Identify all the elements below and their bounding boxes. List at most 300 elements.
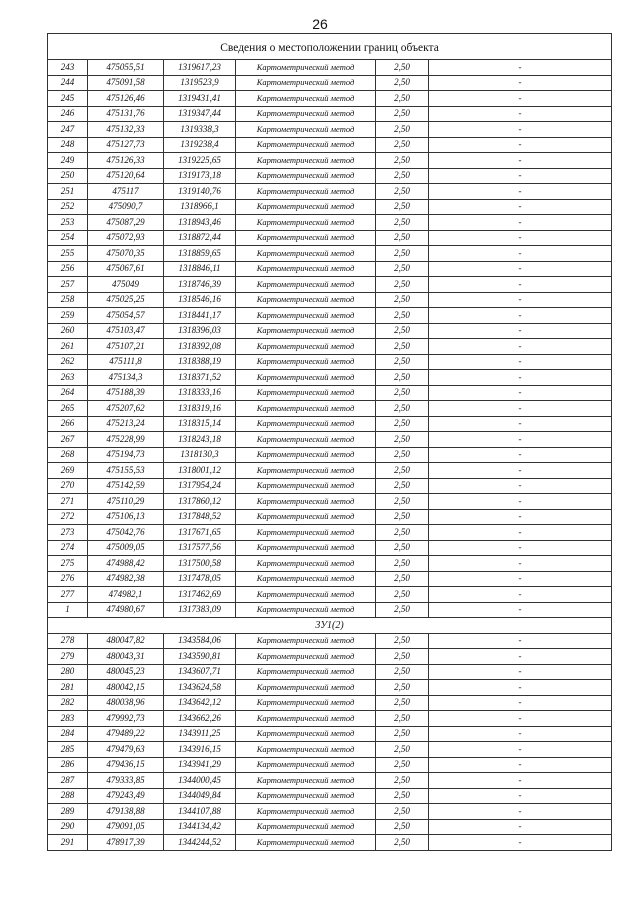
accuracy-cell: 2,50 (376, 819, 429, 835)
method-cell: Картометрический метод (236, 757, 376, 773)
method-cell: Картометрический метод (236, 184, 376, 200)
table-row (48, 680, 612, 696)
accuracy-cell: 2,50 (376, 261, 429, 277)
table-row (48, 385, 612, 401)
method-cell: Картометрический метод (236, 385, 376, 401)
table-row (48, 122, 612, 138)
y-coordinate-cell: 1317954,24 (164, 478, 236, 494)
accuracy-cell: 2,50 (376, 757, 429, 773)
method-cell: Картометрический метод (236, 633, 376, 649)
x-coordinate-cell: 480042,15 (88, 680, 164, 696)
point-number-cell: 254 (48, 230, 88, 246)
point-number-cell: 290 (48, 819, 88, 835)
y-coordinate-cell: 1343916,15 (164, 742, 236, 758)
y-coordinate-cell: 1319431,41 (164, 91, 236, 107)
point-number-cell: 260 (48, 323, 88, 339)
table-row (48, 633, 612, 649)
x-coordinate-cell: 480045,23 (88, 664, 164, 680)
table-row (48, 308, 612, 324)
note-cell: - (429, 664, 612, 680)
point-number-cell: 250 (48, 168, 88, 184)
point-number-cell: 284 (48, 726, 88, 742)
note-cell: - (429, 757, 612, 773)
method-cell: Картометрический метод (236, 509, 376, 525)
accuracy-cell: 2,50 (376, 215, 429, 231)
method-cell: Картометрический метод (236, 571, 376, 587)
note-cell: - (429, 788, 612, 804)
table-row (48, 525, 612, 541)
point-number-cell: 253 (48, 215, 88, 231)
x-coordinate-cell: 475025,25 (88, 292, 164, 308)
x-coordinate-cell: 475188,39 (88, 385, 164, 401)
accuracy-cell: 2,50 (376, 416, 429, 432)
x-coordinate-cell: 479138,88 (88, 804, 164, 820)
accuracy-cell: 2,50 (376, 370, 429, 386)
table-row (48, 742, 612, 758)
point-number-cell: 277 (48, 587, 88, 603)
note-cell: - (429, 106, 612, 122)
note-cell: - (429, 711, 612, 727)
note-cell: - (429, 60, 612, 76)
note-cell: - (429, 602, 612, 618)
accuracy-cell: 2,50 (376, 199, 429, 215)
point-number-cell: 275 (48, 556, 88, 572)
note-cell: - (429, 726, 612, 742)
y-coordinate-cell: 1317500,58 (164, 556, 236, 572)
point-number-cell: 268 (48, 447, 88, 463)
note-cell: - (429, 370, 612, 386)
x-coordinate-cell: 475142,59 (88, 478, 164, 494)
table-row (48, 215, 612, 231)
accuracy-cell: 2,50 (376, 773, 429, 789)
y-coordinate-cell: 1318371,52 (164, 370, 236, 386)
y-coordinate-cell: 1319225,65 (164, 153, 236, 169)
method-cell: Картометрический метод (236, 726, 376, 742)
point-number-cell: 281 (48, 680, 88, 696)
table-row (48, 91, 612, 107)
point-number-cell: 269 (48, 463, 88, 479)
table-row (48, 323, 612, 339)
accuracy-cell: 2,50 (376, 509, 429, 525)
y-coordinate-cell: 1317860,12 (164, 494, 236, 510)
point-number-cell: 273 (48, 525, 88, 541)
note-cell: - (429, 525, 612, 541)
x-coordinate-cell: 474982,1 (88, 587, 164, 603)
note-cell: - (429, 91, 612, 107)
note-cell: - (429, 742, 612, 758)
y-coordinate-cell: 1343941,29 (164, 757, 236, 773)
note-cell: - (429, 339, 612, 355)
point-number-cell: 247 (48, 122, 88, 138)
note-cell: - (429, 478, 612, 494)
y-coordinate-cell: 1318441,17 (164, 308, 236, 324)
point-number-cell: 270 (48, 478, 88, 494)
y-coordinate-cell: 1317383,09 (164, 602, 236, 618)
accuracy-cell: 2,50 (376, 556, 429, 572)
note-cell: - (429, 230, 612, 246)
note-cell: - (429, 835, 612, 851)
table-row (48, 199, 612, 215)
method-cell: Картометрический метод (236, 525, 376, 541)
note-cell: - (429, 292, 612, 308)
note-cell: - (429, 277, 612, 293)
method-cell: Картометрический метод (236, 230, 376, 246)
note-cell: - (429, 773, 612, 789)
table-row (48, 339, 612, 355)
table-row (48, 137, 612, 153)
table-row (48, 494, 612, 510)
y-coordinate-cell: 1319523,9 (164, 75, 236, 91)
method-cell: Картометрический метод (236, 680, 376, 696)
table-row (48, 649, 612, 665)
point-number-cell: 267 (48, 432, 88, 448)
table-row (48, 819, 612, 835)
y-coordinate-cell: 1343607,71 (164, 664, 236, 680)
x-coordinate-cell: 475207,62 (88, 401, 164, 417)
table-row (48, 106, 612, 122)
method-cell: Картометрический метод (236, 602, 376, 618)
method-cell: Картометрический метод (236, 447, 376, 463)
x-coordinate-cell: 475090,7 (88, 199, 164, 215)
page-number: 26 (312, 16, 328, 32)
table-caption-row (48, 38, 612, 60)
accuracy-cell: 2,50 (376, 711, 429, 727)
note-cell: - (429, 509, 612, 525)
accuracy-cell: 2,50 (376, 478, 429, 494)
accuracy-cell: 2,50 (376, 494, 429, 510)
note-cell: - (429, 137, 612, 153)
x-coordinate-cell: 475106,13 (88, 509, 164, 525)
method-cell: Картометрический метод (236, 292, 376, 308)
y-coordinate-cell: 1318943,46 (164, 215, 236, 231)
table-row (48, 804, 612, 820)
table-row (48, 75, 612, 91)
table-row (48, 571, 612, 587)
method-cell: Картометрический метод (236, 587, 376, 603)
note-cell: - (429, 819, 612, 835)
accuracy-cell: 2,50 (376, 308, 429, 324)
point-number-cell: 263 (48, 370, 88, 386)
y-coordinate-cell: 1343911,25 (164, 726, 236, 742)
x-coordinate-cell: 475194,73 (88, 447, 164, 463)
point-number-cell: 243 (48, 60, 88, 76)
accuracy-cell: 2,50 (376, 323, 429, 339)
point-number-cell: 287 (48, 773, 88, 789)
method-cell: Картометрический метод (236, 308, 376, 324)
x-coordinate-cell: 475228,99 (88, 432, 164, 448)
y-coordinate-cell: 1318966,1 (164, 199, 236, 215)
y-coordinate-cell: 1319140,76 (164, 184, 236, 200)
x-coordinate-cell: 475087,29 (88, 215, 164, 231)
x-coordinate-cell: 480038,96 (88, 695, 164, 711)
method-cell: Картометрический метод (236, 246, 376, 262)
accuracy-cell: 2,50 (376, 292, 429, 308)
x-coordinate-cell: 475103,47 (88, 323, 164, 339)
table-row (48, 695, 612, 711)
table-row (48, 587, 612, 603)
accuracy-cell: 2,50 (376, 246, 429, 262)
note-cell: - (429, 261, 612, 277)
x-coordinate-cell: 475134,3 (88, 370, 164, 386)
method-cell: Картометрический метод (236, 354, 376, 370)
table-row (48, 277, 612, 293)
note-cell: - (429, 122, 612, 138)
table-row (48, 184, 612, 200)
accuracy-cell: 2,50 (376, 75, 429, 91)
y-coordinate-cell: 1317462,69 (164, 587, 236, 603)
method-cell: Картометрический метод (236, 370, 376, 386)
accuracy-cell: 2,50 (376, 525, 429, 541)
table-row (48, 757, 612, 773)
table-row (48, 509, 612, 525)
accuracy-cell: 2,50 (376, 788, 429, 804)
note-cell: - (429, 215, 612, 231)
accuracy-cell: 2,50 (376, 587, 429, 603)
accuracy-cell: 2,50 (376, 649, 429, 665)
y-coordinate-cell: 1318746,39 (164, 277, 236, 293)
table-row (48, 463, 612, 479)
x-coordinate-cell: 475126,33 (88, 153, 164, 169)
method-cell: Картометрический метод (236, 742, 376, 758)
table-row (48, 153, 612, 169)
table-row (48, 261, 612, 277)
x-coordinate-cell: 479489,22 (88, 726, 164, 742)
accuracy-cell: 2,50 (376, 447, 429, 463)
table-caption: Сведения о местоположении границ объекта (48, 38, 612, 60)
y-coordinate-cell: 1318333,16 (164, 385, 236, 401)
point-number-cell: 251 (48, 184, 88, 200)
accuracy-cell: 2,50 (376, 354, 429, 370)
method-cell: Картометрический метод (236, 556, 376, 572)
method-cell: Картометрический метод (236, 540, 376, 556)
method-cell: Картометрический метод (236, 478, 376, 494)
point-number-cell: 1 (48, 602, 88, 618)
y-coordinate-cell: 1318396,03 (164, 323, 236, 339)
x-coordinate-cell: 480047,82 (88, 633, 164, 649)
accuracy-cell: 2,50 (376, 664, 429, 680)
method-cell: Картометрический метод (236, 804, 376, 820)
y-coordinate-cell: 1317577,56 (164, 540, 236, 556)
point-number-cell: 252 (48, 199, 88, 215)
accuracy-cell: 2,50 (376, 680, 429, 696)
method-cell: Картометрический метод (236, 75, 376, 91)
y-coordinate-cell: 1318001,12 (164, 463, 236, 479)
method-cell: Картометрический метод (236, 711, 376, 727)
point-number-cell: 288 (48, 788, 88, 804)
accuracy-cell: 2,50 (376, 742, 429, 758)
accuracy-cell: 2,50 (376, 432, 429, 448)
x-coordinate-cell: 475107,21 (88, 339, 164, 355)
point-number-cell: 276 (48, 571, 88, 587)
y-coordinate-cell: 1318846,11 (164, 261, 236, 277)
point-number-cell: 272 (48, 509, 88, 525)
point-number-cell: 246 (48, 106, 88, 122)
note-cell: - (429, 649, 612, 665)
accuracy-cell: 2,50 (376, 168, 429, 184)
accuracy-cell: 2,50 (376, 463, 429, 479)
y-coordinate-cell: 1318388,19 (164, 354, 236, 370)
y-coordinate-cell: 1344134,42 (164, 819, 236, 835)
x-coordinate-cell: 475126,46 (88, 91, 164, 107)
y-coordinate-cell: 1319338,3 (164, 122, 236, 138)
note-cell: - (429, 432, 612, 448)
table-row (48, 664, 612, 680)
note-cell: - (429, 463, 612, 479)
section-header-row (48, 618, 612, 634)
x-coordinate-cell: 475110,29 (88, 494, 164, 510)
accuracy-cell: 2,50 (376, 804, 429, 820)
method-cell: Картометрический метод (236, 664, 376, 680)
x-coordinate-cell: 479436,15 (88, 757, 164, 773)
x-coordinate-cell: 475070,35 (88, 246, 164, 262)
note-cell: - (429, 556, 612, 572)
point-number-cell: 258 (48, 292, 88, 308)
y-coordinate-cell: 1319238,4 (164, 137, 236, 153)
method-cell: Картометрический метод (236, 91, 376, 107)
y-coordinate-cell: 1317848,52 (164, 509, 236, 525)
note-cell: - (429, 540, 612, 556)
accuracy-cell: 2,50 (376, 695, 429, 711)
table-row (48, 230, 612, 246)
x-coordinate-cell: 475117 (88, 184, 164, 200)
point-number-cell: 289 (48, 804, 88, 820)
x-coordinate-cell: 479992,73 (88, 711, 164, 727)
note-cell: - (429, 184, 612, 200)
method-cell: Картометрический метод (236, 60, 376, 76)
method-cell: Картометрический метод (236, 432, 376, 448)
x-coordinate-cell: 474982,38 (88, 571, 164, 587)
method-cell: Картометрический метод (236, 277, 376, 293)
x-coordinate-cell: 479333,85 (88, 773, 164, 789)
note-cell: - (429, 680, 612, 696)
y-coordinate-cell: 1318130,3 (164, 447, 236, 463)
accuracy-cell: 2,50 (376, 401, 429, 417)
accuracy-cell: 2,50 (376, 230, 429, 246)
accuracy-cell: 2,50 (376, 835, 429, 851)
table-row (48, 354, 612, 370)
table-row (48, 292, 612, 308)
note-cell: - (429, 75, 612, 91)
note-cell: - (429, 153, 612, 169)
accuracy-cell: 2,50 (376, 137, 429, 153)
table-row (48, 835, 612, 851)
accuracy-cell: 2,50 (376, 726, 429, 742)
table-row (48, 711, 612, 727)
y-coordinate-cell: 1318319,16 (164, 401, 236, 417)
x-coordinate-cell: 479243,49 (88, 788, 164, 804)
x-coordinate-cell: 475131,76 (88, 106, 164, 122)
method-cell: Картометрический метод (236, 773, 376, 789)
x-coordinate-cell: 475054,57 (88, 308, 164, 324)
accuracy-cell: 2,50 (376, 122, 429, 138)
method-cell: Картометрический метод (236, 401, 376, 417)
y-coordinate-cell: 1318243,18 (164, 432, 236, 448)
note-cell: - (429, 308, 612, 324)
method-cell: Картометрический метод (236, 168, 376, 184)
y-coordinate-cell: 1343642,12 (164, 695, 236, 711)
note-cell: - (429, 354, 612, 370)
note-cell: - (429, 447, 612, 463)
x-coordinate-cell: 475049 (88, 277, 164, 293)
note-cell: - (429, 804, 612, 820)
method-cell: Картометрический метод (236, 416, 376, 432)
note-cell: - (429, 587, 612, 603)
table-row (48, 788, 612, 804)
accuracy-cell: 2,50 (376, 602, 429, 618)
point-number-cell: 278 (48, 633, 88, 649)
y-coordinate-cell: 1344244,52 (164, 835, 236, 851)
point-number-cell: 291 (48, 835, 88, 851)
x-coordinate-cell: 479479,63 (88, 742, 164, 758)
point-number-cell: 244 (48, 75, 88, 91)
table-row (48, 168, 612, 184)
x-coordinate-cell: 478917,39 (88, 835, 164, 851)
y-coordinate-cell: 1344049,84 (164, 788, 236, 804)
y-coordinate-cell: 1343624,58 (164, 680, 236, 696)
method-cell: Картометрический метод (236, 122, 376, 138)
note-cell: - (429, 199, 612, 215)
method-cell: Картометрический метод (236, 463, 376, 479)
x-coordinate-cell: 475009,05 (88, 540, 164, 556)
y-coordinate-cell: 1319173,18 (164, 168, 236, 184)
method-cell: Картометрический метод (236, 323, 376, 339)
point-number-cell: 249 (48, 153, 88, 169)
section-label: 3У1(2) (48, 618, 612, 634)
table-row (48, 556, 612, 572)
table-row (48, 447, 612, 463)
point-number-cell: 279 (48, 649, 88, 665)
accuracy-cell: 2,50 (376, 571, 429, 587)
accuracy-cell: 2,50 (376, 60, 429, 76)
y-coordinate-cell: 1344000,45 (164, 773, 236, 789)
x-coordinate-cell: 475111,8 (88, 354, 164, 370)
y-coordinate-cell: 1318392,08 (164, 339, 236, 355)
method-cell: Картометрический метод (236, 261, 376, 277)
point-number-cell: 285 (48, 742, 88, 758)
point-number-cell: 261 (48, 339, 88, 355)
x-coordinate-cell: 475042,76 (88, 525, 164, 541)
note-cell: - (429, 385, 612, 401)
table-row (48, 246, 612, 262)
point-number-cell: 257 (48, 277, 88, 293)
accuracy-cell: 2,50 (376, 385, 429, 401)
note-cell: - (429, 168, 612, 184)
note-cell: - (429, 494, 612, 510)
note-cell: - (429, 401, 612, 417)
note-cell: - (429, 633, 612, 649)
table-row (48, 432, 612, 448)
method-cell: Картометрический метод (236, 153, 376, 169)
accuracy-cell: 2,50 (376, 633, 429, 649)
point-number-cell: 259 (48, 308, 88, 324)
y-coordinate-cell: 1343584,06 (164, 633, 236, 649)
table-row (48, 60, 612, 76)
table-row (48, 478, 612, 494)
table-row (48, 540, 612, 556)
accuracy-cell: 2,50 (376, 277, 429, 293)
accuracy-cell: 2,50 (376, 540, 429, 556)
x-coordinate-cell: 475067,61 (88, 261, 164, 277)
x-coordinate-cell: 474988,42 (88, 556, 164, 572)
point-number-cell: 265 (48, 401, 88, 417)
x-coordinate-cell: 475055,51 (88, 60, 164, 76)
x-coordinate-cell: 479091,05 (88, 819, 164, 835)
x-coordinate-cell: 475213,24 (88, 416, 164, 432)
point-number-cell: 264 (48, 385, 88, 401)
table-row (48, 773, 612, 789)
x-coordinate-cell: 475091,58 (88, 75, 164, 91)
point-number-cell: 245 (48, 91, 88, 107)
